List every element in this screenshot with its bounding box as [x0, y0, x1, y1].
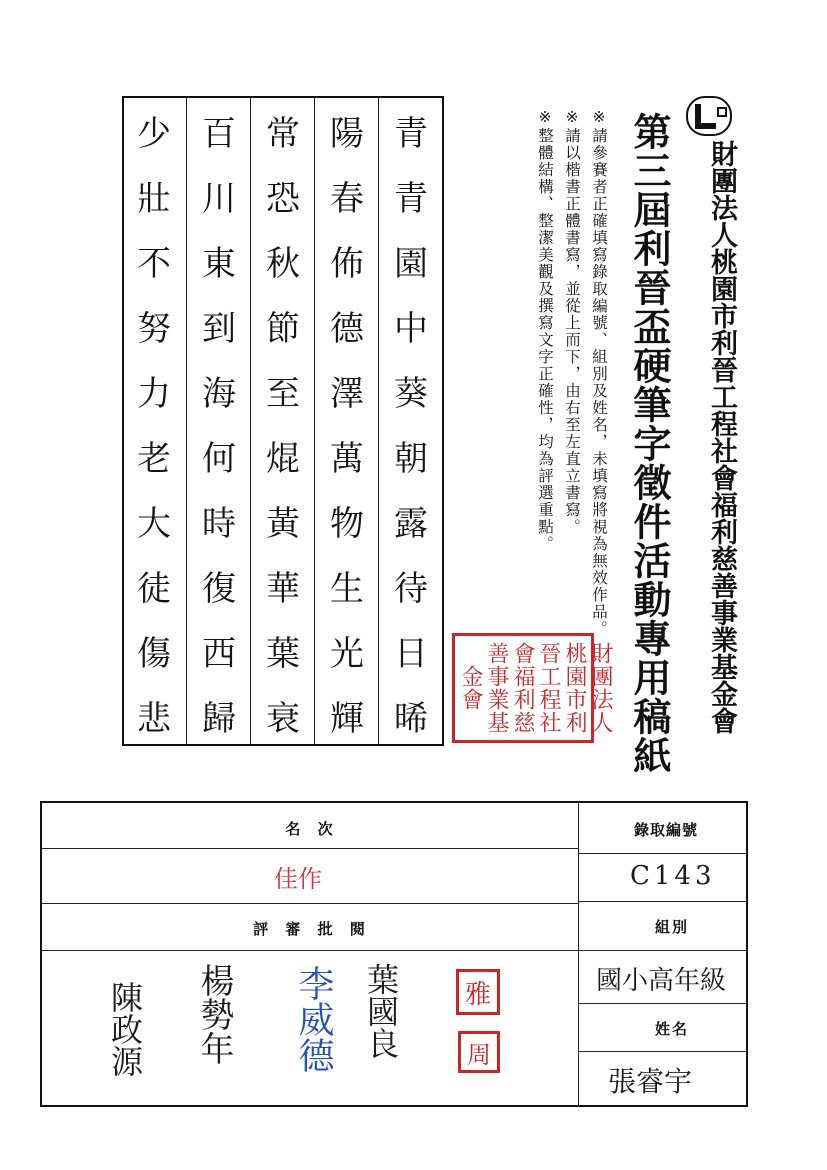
- foundation-seal: [452, 633, 613, 743]
- grid-cell: 恐: [266, 179, 300, 219]
- judge-signature-3: 楊勢年: [194, 963, 234, 1065]
- instruction-note-3: ※整體結構、整潔美觀及撰寫文字正確性，均為評選重點。: [536, 108, 554, 553]
- grid-cell: 歸: [202, 699, 236, 739]
- judge-signature-2: 李威德: [293, 965, 334, 1073]
- grid-column: [122, 98, 186, 744]
- rank-label: 名 次: [285, 820, 339, 838]
- judge-signature-4: 陳政源: [106, 981, 144, 1077]
- id-label: 錄取編號: [633, 821, 698, 839]
- grid-column: [314, 98, 378, 744]
- grid-cell: 力: [137, 374, 171, 414]
- seal-column: 財團法人: [588, 642, 613, 734]
- grid-cell: 佈: [330, 244, 364, 284]
- grid-cell: 何: [202, 439, 236, 479]
- seal-column: 會福利慈: [510, 642, 535, 734]
- grid-cell: 待: [394, 569, 428, 609]
- grid-cell: 川: [202, 179, 236, 219]
- grid-column: [378, 98, 442, 744]
- grid-cell: 德: [330, 309, 364, 349]
- grid-column: [250, 98, 314, 744]
- instruction-note-1: ※請參賽者正確填寫錄取編號、組別及姓名，未填寫將視為無效作品。: [590, 108, 608, 638]
- grid-cell: 黃: [266, 504, 300, 544]
- grid-cell: 徒: [137, 569, 171, 609]
- grid-cell: 常: [266, 114, 300, 154]
- foundation-name: 財團法人桃園市利晉工程社會福利慈善事業基金會: [706, 140, 737, 734]
- grid-cell: 焜: [266, 439, 300, 479]
- id-value: C143: [630, 861, 716, 891]
- seal-column: 善事業基: [484, 642, 509, 734]
- grid-cell: 至: [266, 374, 300, 414]
- grid-cell: 晞: [394, 699, 428, 739]
- grid-column: [186, 98, 250, 744]
- grid-cell: 百: [202, 114, 236, 154]
- judge-seal-1: 雅: [456, 969, 500, 1015]
- name-label: 姓名: [654, 1020, 689, 1038]
- grid-cell: 西: [202, 634, 236, 674]
- grid-cell: 中: [394, 309, 428, 349]
- grid-cell: 日: [394, 634, 428, 674]
- calligraphy-grid: [122, 96, 444, 746]
- group-label: 組別: [654, 918, 689, 936]
- grid-cell: 少: [137, 114, 171, 154]
- grid-cell: 不: [137, 244, 171, 284]
- grid-cell: 大: [137, 504, 171, 544]
- grid-cell: 努: [137, 309, 171, 349]
- grid-cell: 東: [202, 244, 236, 284]
- seal-column: 晉工程社: [536, 642, 561, 734]
- grid-cell: 華: [266, 569, 300, 609]
- grid-cell: 青: [394, 114, 428, 154]
- grid-cell: 海: [202, 374, 236, 414]
- grid-cell: 葵: [394, 374, 428, 414]
- grid-cell: 復: [202, 569, 236, 609]
- grid-cell: 物: [330, 504, 364, 544]
- review-label: 評 審 批 閱: [253, 920, 371, 938]
- grid-cell: 澤: [330, 374, 364, 414]
- grid-cell: 光: [330, 634, 364, 674]
- grid-cell: 衰: [266, 699, 300, 739]
- grid-cell: 園: [394, 244, 428, 284]
- name-value: 張睿宇: [608, 1065, 693, 1098]
- foundation-logo: [686, 96, 732, 136]
- grid-cell: 輝: [330, 699, 364, 739]
- grid-cell: 悲: [137, 699, 171, 739]
- instruction-note-2: ※請以楷書正體書寫，並從上而下，由右至左直立書寫。: [563, 108, 581, 536]
- grid-cell: 到: [202, 309, 236, 349]
- grid-cell: 節: [266, 309, 300, 349]
- grid-cell: 露: [394, 504, 428, 544]
- grid-cell: 壯: [137, 179, 171, 219]
- grid-cell: 傷: [137, 634, 171, 674]
- judge-signature-1: 葉國良: [362, 963, 400, 1059]
- grid-cell: 春: [330, 179, 364, 219]
- grid-cell: 老: [137, 439, 171, 479]
- grid-cell: 生: [330, 569, 364, 609]
- grid-cell: 青: [394, 179, 428, 219]
- rank-value: 佳作: [274, 865, 322, 893]
- page-title: 第三屆利晉盃硬筆字徵件活動專用稿紙: [627, 112, 671, 775]
- grid-cell: 朝: [394, 439, 428, 479]
- grid-cell: 陽: [330, 114, 364, 154]
- grid-cell: 時: [202, 504, 236, 544]
- judge-seal-2: 周: [458, 1031, 500, 1073]
- seal-column: 桃園市利: [562, 642, 587, 734]
- group-value: 國小高年級: [596, 966, 727, 996]
- grid-cell: 萬: [330, 439, 364, 479]
- grid-cell: 葉: [266, 634, 300, 674]
- grid-cell: 秋: [266, 244, 300, 284]
- submission-form: [40, 801, 748, 1107]
- seal-column: 金會: [458, 665, 483, 711]
